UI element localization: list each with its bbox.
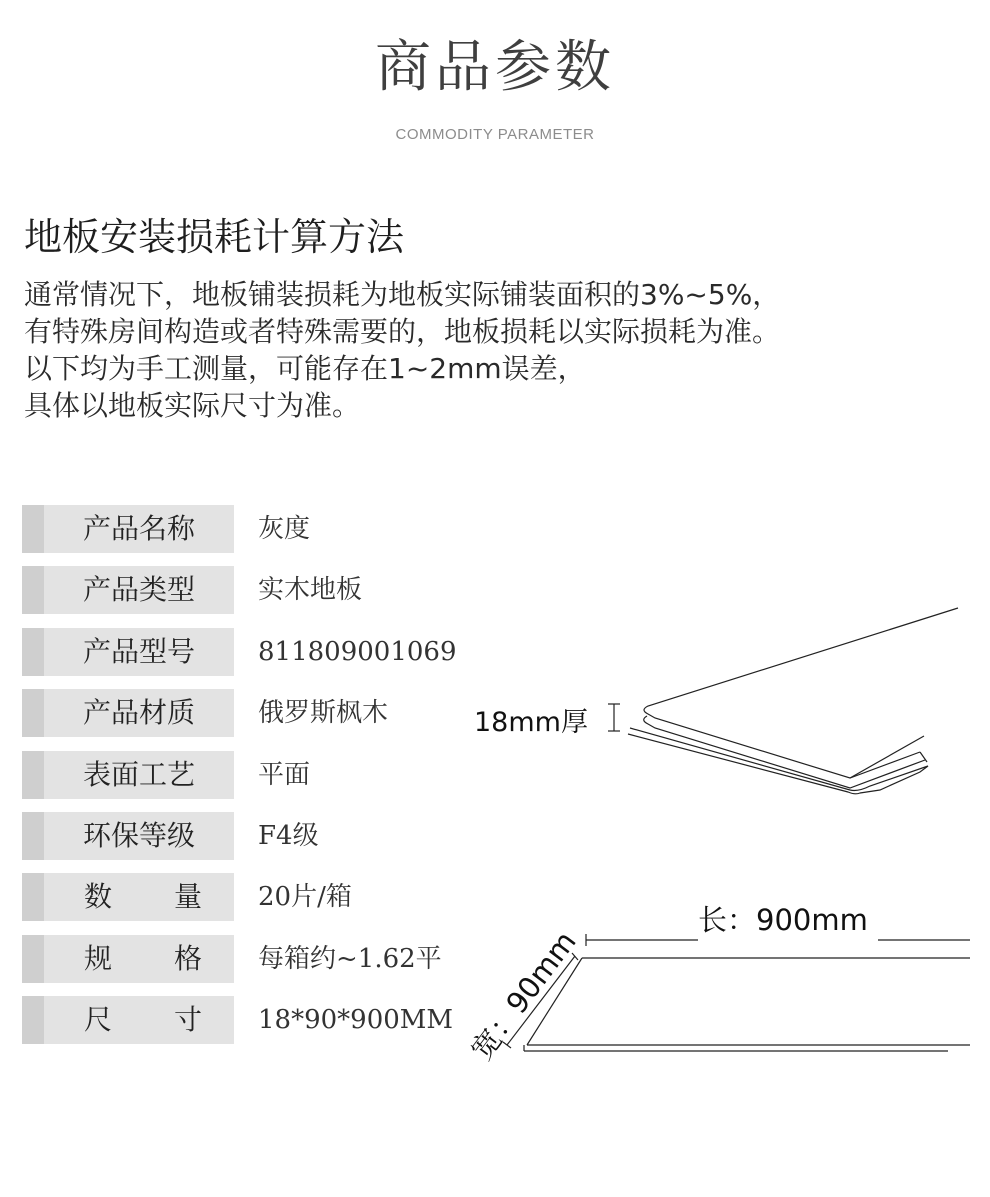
- param-value: F4级: [258, 820, 319, 851]
- param-row-type: [22, 566, 452, 614]
- param-row-material: [22, 689, 452, 737]
- param-label: 数 量: [22, 873, 234, 921]
- thickness-marker: [608, 704, 620, 731]
- loss-calc-paragraph: [24, 276, 974, 424]
- param-label: 产品型号: [22, 628, 234, 676]
- param-value: 20片/箱: [258, 882, 352, 913]
- param-row-spec: [22, 935, 452, 983]
- param-row-model: [22, 628, 457, 676]
- param-label: 产品名称: [22, 505, 234, 553]
- loss-calc-heading: 地板安装损耗计算方法: [24, 215, 405, 259]
- length-dimension-line: [586, 934, 970, 946]
- param-row-quantity: [22, 873, 452, 921]
- param-value: 灰度: [258, 514, 311, 544]
- paragraph-line: 有特殊房间构造或者特殊需要的，地板损耗以实际损耗为准。: [24, 315, 781, 348]
- param-label: 环保等级: [22, 812, 234, 860]
- param-label: 表面工艺: [22, 751, 234, 799]
- param-value: 平面: [258, 759, 311, 790]
- paragraph-line: 通常情况下，地板铺装损耗为地板实际铺装面积的3%~5%，: [24, 278, 781, 311]
- param-table: [22, 505, 457, 1058]
- param-row-eco-grade: [22, 812, 452, 860]
- length-label: 长：900mm: [698, 903, 868, 937]
- width-label: 宽：90mm: [464, 924, 583, 1067]
- board-top-sketch: [524, 958, 970, 1051]
- param-label: 产品类型: [22, 566, 234, 614]
- thickness-label: 18mm厚: [474, 707, 588, 738]
- param-value: 俄罗斯枫木: [258, 698, 389, 729]
- board-profile-sketch: [628, 608, 958, 794]
- param-value: 18*90*900MM: [258, 1005, 454, 1036]
- paragraph-line: 以下均为手工测量，可能存在1~2mm误差，: [24, 352, 586, 385]
- param-label: 规 格: [22, 935, 234, 983]
- param-value: 811809001069: [258, 636, 457, 667]
- param-row-size: [22, 996, 452, 1044]
- param-label: 产品材质: [22, 689, 234, 737]
- param-value: 实木地板: [258, 575, 363, 606]
- paragraph-line: 具体以地板实际尺寸为准。: [24, 389, 361, 422]
- param-label: 尺 寸: [22, 996, 234, 1044]
- param-row-name: [22, 505, 452, 553]
- page-title: 商品参数: [375, 35, 615, 100]
- param-value: 每箱约~1.62平: [258, 943, 442, 974]
- param-row-surface: [22, 751, 452, 799]
- width-dimension-line: [503, 953, 578, 1048]
- page-subtitle: COMMODITY PARAMETER: [395, 126, 595, 143]
